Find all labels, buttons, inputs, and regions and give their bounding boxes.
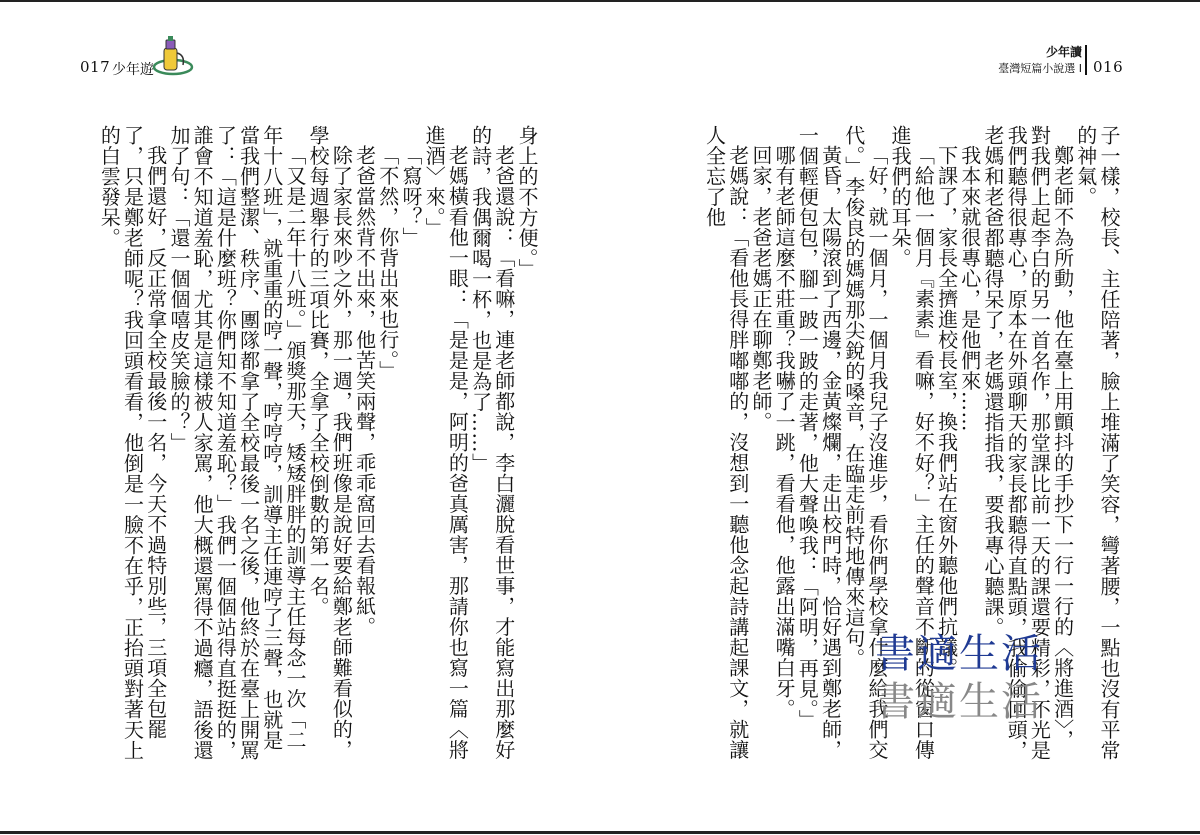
paragraph: 老媽說：「看他長得胖嘟嘟的，沒想到一聽他念起詩講起課文，就讓人全忘了他 [702,125,750,760]
bottle-with-ring-icon [152,34,194,78]
right-page-number: 016 [1093,58,1124,76]
paragraph: 我本來就很專心，是他們來…… [957,145,982,432]
paragraph: 「給他一個月『素素』看嘛，好不好？」主任的聲音不斷的從窗口傳進我們的耳朵。 [888,125,936,760]
paragraph: 回家，老爸老媽正在聊鄭老師。 [748,145,773,432]
paragraph: 我們還好，反正常拿全校最後一名，今天不過特別些，三項全包罷了，只是鄭老師呢？我回頭看看，他倒是一臉不在乎，正抬頭對著天上的白雲發呆。 [97,125,168,761]
paragraph: 老爸還說：「看嘛，連老師都說，李白灑脫看世事，才能寫出那麼好的詩，我偶爾喝一杯，也是為了……」 [468,125,516,760]
header-divider [1085,45,1087,75]
running-header [970,45,1082,76]
paragraph: 「又是二年十八班。」頒獎那天，矮矮胖胖的訓導主任每念一次「二年十八班」，就重重的哼一聲，哼哼哼，訓導主任連哼了三聲，也就是當我們整潔、秩序、團隊都拿了全校最後一名之後，他終於在臺上開罵了：「這是什麼班？你們知不知道羞恥？」我們一個個站得直挺挺的，誰會不知道羞恥，尤其是這樣被人家罵，他大概還罵得不過癮，語後還加了句：「還一個個嘻皮笑臉的？」 [166,125,307,761]
paragraph: 老爸當然背不出來，他苦笑兩聲，乖乖窩回去看報紙。 [352,145,377,637]
paragraph: 鄭老師不為所動，他在臺上用顫抖的手抄下一行一行的〈將進酒〉，對我們上起李白的另一首名作，那堂課比前一天的課還要精彩，不光是我們聽得很專心，原本在外頭聊天的家長都聽得直點頭，我偷偷回頭，老媽和老爸都聽得呆了，老媽還指指我，要我專心聽課。 [980,125,1075,761]
paragraph: 下課了，家長全擠進校長室，換我們站在窗外聽他們抗議。 [934,145,959,678]
paragraph: 子一樣，校長、主任陪著，臉上堆滿了笑容，彎著腰，一點也沒有平常的神氣。 [1073,125,1121,761]
left-book-title: 少年遊 [112,62,154,78]
watermark-gray: 書適生活 [875,679,1043,725]
series-title: 少年讀 [1045,45,1082,59]
paragraph: 除了家長來吵之外，那一週，我們班像是說好要給鄭老師難看似的，學校每週舉行的三項比賽，全拿了全校倒數的第一名。 [306,125,354,760]
series-subtitle: 臺灣短篇小說選 I [998,62,1082,75]
bottom-border [0,831,1200,834]
paragraph: 「寫呀？」 [398,145,423,248]
paragraph: 「不然，你背出來也行。」 [375,145,400,381]
paragraph: 老媽橫看他一眼：「是是是，阿明的爸真厲害，那請你也寫一篇〈將進酒〉來。」 [422,125,470,760]
paragraph: 「好，就一個月，一個月我兒子沒進步，看你們學校拿什麼給我們交代。」李俊良的媽媽那尖銳的嗓音，在臨走前特地傳來這句。 [841,125,889,760]
left-page-number: 017 [80,58,111,76]
paragraph: 身上的不方便。」 [515,125,539,279]
paragraph: 黃昏，太陽滾到了西邊，金黃燦爛，走出校門時，恰好遇到鄭老師，一個輕便包包，腳一跛一跛的走著，他大聲喚我：「阿明，再見。」 [795,125,843,760]
watermark-blue: 書適生活 [875,631,1043,677]
top-border [0,0,1200,2]
left-page-text [78,125,538,765]
paragraph: 哪有老師這麼不莊重？我嚇了一跳，看看他，他露出滿嘴白牙。 [772,145,797,719]
